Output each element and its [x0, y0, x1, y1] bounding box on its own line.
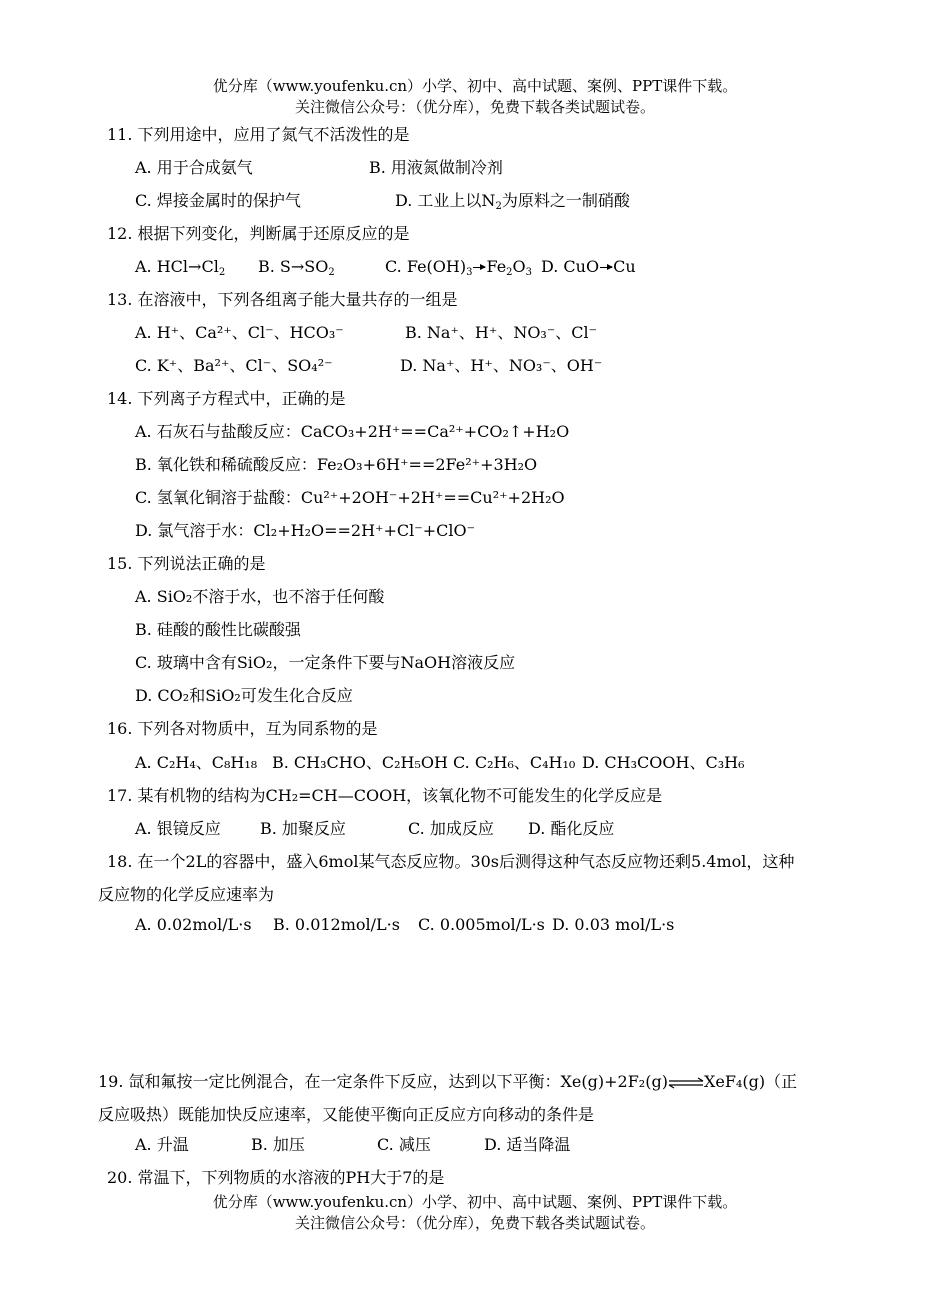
q11-option-b: B. 用液氮做制冷剂: [369, 158, 503, 177]
q17-option-b: B. 加聚反应: [260, 819, 346, 838]
footer-line-1: 优分库（www.youfenku.cn）小学、初中、高中试题、案例、PPT课件下载。: [212, 1193, 738, 1211]
q13-option-c: C. K⁺、Ba²⁺、Cl⁻、SO₄²⁻: [135, 356, 333, 375]
q19-stem-line-2: 反应吸热）既能加快反应速率，又能使平衡向正反应方向移动的条件是: [98, 1105, 595, 1124]
q15-stem: 15. 下列说法正确的是: [107, 554, 266, 573]
q18-stem-line-1: 18. 在一个2L的容器中，盛入6mol某气态反应物。30s后测得这种气态反应物还剩5.4mol，这种: [107, 852, 795, 871]
q20-stem: 20. 常温下，下列物质的水溶液的PH大于7的是: [107, 1168, 445, 1187]
q18-option-d: D. 0.03 mol/L·s: [552, 915, 675, 934]
q13-stem: 13. 在溶液中，下列各组离子能大量共存的一组是: [107, 290, 458, 309]
q14-option-c: C. 氢氧化铜溶于盐酸：Cu²⁺+2OH⁻+2H⁺==Cu²⁺+2H₂O: [135, 488, 565, 507]
q19-option-c: C. 减压: [377, 1135, 431, 1154]
q12-stem: 12. 根据下列变化，判断属于还原反应的是: [107, 224, 410, 243]
reaction-arrow-icon: [600, 267, 612, 268]
q15-option-a: A. SiO₂不溶于水，也不溶于任何酸: [135, 587, 385, 606]
q11-option-c: C. 焊接金属时的保护气: [135, 191, 301, 210]
q14-option-d: D. 氯气溶于水：Cl₂+H₂O==2H⁺+Cl⁻+ClO⁻: [135, 521, 476, 540]
header-line-1: 优分库（www.youfenku.cn）小学、初中、高中试题、案例、PPT课件下载。: [212, 77, 738, 95]
q13-option-b: B. Na⁺、H⁺、NO₃⁻、Cl⁻: [405, 323, 598, 342]
q19-option-a: A. 升温: [135, 1135, 189, 1154]
q12-option-a: A. $HCl\to Cl_2$: [135, 257, 226, 278]
q13-option-d: D. Na⁺、H⁺、NO₃⁻、OH⁻: [400, 356, 603, 375]
footer-line-2: 关注微信公众号：（优分库），免费下载各类试题试卷。: [294, 1214, 655, 1232]
q12-option-c: C. $Fe(OH)_3$ $Fe_2O_3$: [385, 257, 533, 278]
q17-option-c: C. 加成反应: [408, 819, 494, 838]
q18-option-a: A. 0.02mol/L·s: [135, 915, 252, 934]
q17-option-a: A. 银镜反应: [135, 819, 221, 838]
q16-option-b: B. CH₃CHO、C₂H₅OH: [272, 753, 448, 772]
q11-stem: 11. 下列用途中，应用了氮气不活泼性的是: [107, 125, 410, 144]
q19-stem-line-1: 19. 氙和氟按一定比例混合，在一定条件下反应，达到以下平衡：Xe(g)+2F₂(g) XeF₄(g)（正: [98, 1072, 798, 1091]
q12-option-b: B. $S\to SO_2$: [258, 257, 335, 278]
header-line-2: 关注微信公众号：（优分库），免费下载各类试题试卷。: [294, 98, 655, 116]
q16-stem: 16. 下列各对物质中，互为同系物的是: [107, 719, 378, 738]
q18-option-c: C. 0.005mol/L·s: [418, 915, 545, 934]
q15-option-b: B. 硅酸的酸性比碳酸强: [135, 620, 301, 639]
q14-option-a: A. 石灰石与盐酸反应：CaCO₃+2H⁺==Ca²⁺+CO₂↑+H₂O: [135, 422, 570, 441]
q14-stem: 14. 下列离子方程式中，正确的是: [107, 389, 346, 408]
q18-stem-line-2: 反应物的化学反应速率为: [98, 885, 275, 904]
q15-option-c: C. 玻璃中含有SiO₂，一定条件下要与NaOH溶液反应: [135, 653, 516, 672]
q19-option-b: B. 加压: [251, 1135, 305, 1154]
q19-option-d: D. 适当降温: [484, 1135, 571, 1154]
q14-option-b: B. 氧化铁和稀硫酸反应：Fe₂O₃+6H⁺==2Fe²⁺+3H₂O: [135, 455, 538, 474]
q11-option-a: A. 用于合成氨气: [135, 158, 253, 177]
q15-option-d: D. CO₂和SiO₂可发生化合反应: [135, 686, 353, 705]
q12-option-d: D. CuO Cu: [541, 257, 636, 276]
q13-option-a: A. H⁺、Ca²⁺、Cl⁻、HCO₃⁻: [135, 323, 344, 342]
q16-option-a: A. C₂H₄、C₈H₁₈: [135, 753, 258, 772]
reaction-arrow-icon: [473, 267, 485, 268]
q16-option-c: C. C₂H₆、C₄H₁₀: [453, 753, 576, 772]
q17-stem: 17. 某有机物的结构为CH₂=CH—COOH，该氧化物不可能发生的化学反应是: [107, 786, 663, 805]
equilibrium-arrow-icon: [668, 1077, 704, 1089]
q11-option-d: D. 工业上以$N_2$为原料之一制硝酸: [395, 191, 630, 212]
q18-option-b: B. 0.012mol/L·s: [273, 915, 400, 934]
q16-option-d: D. CH₃COOH、C₃H₆: [582, 753, 745, 772]
q17-option-d: D. 酯化反应: [528, 819, 615, 838]
